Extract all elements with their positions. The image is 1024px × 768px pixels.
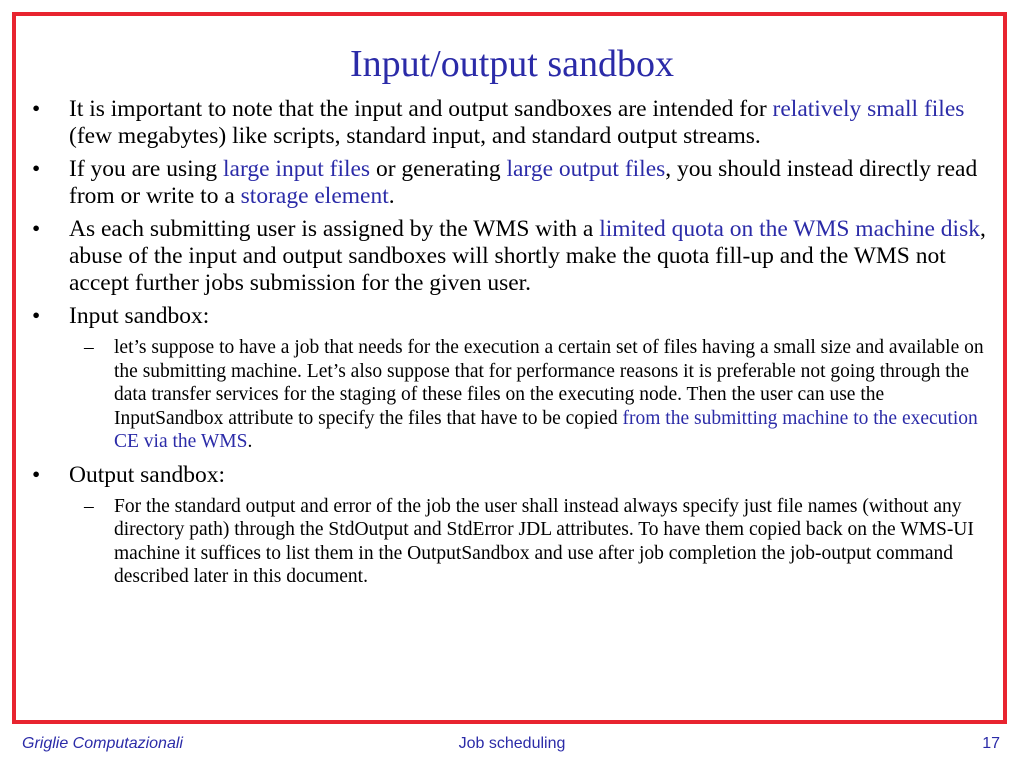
bullet-item <box>32 96 992 150</box>
bullet-text: Output sandbox: <box>69 461 226 488</box>
bullet-item <box>32 156 992 210</box>
bullet-text: As each submitting user is assigned by the WMS with a <box>69 216 600 242</box>
bullet-marker: • <box>32 96 41 122</box>
highlight-text: large input files <box>223 156 371 182</box>
slide-title: Input/output sandbox <box>349 43 675 85</box>
footer-page-number: 17 <box>982 735 1000 752</box>
bullet-text: , abuse of the input and output sandboxes will shortly make the quota fill-up and the WMS not accept further jobs submission for the given user. <box>69 216 986 296</box>
highlight-text: large output files <box>506 156 666 182</box>
highlight-text: from the submitting machine to the execution CE via the WMS <box>114 407 978 452</box>
sub-bullet-marker: – <box>84 337 94 358</box>
bullet-item <box>32 462 992 489</box>
highlight-text: storage element <box>240 183 389 209</box>
slide-footer <box>0 735 1024 755</box>
sub-bullet-text: . <box>247 431 253 452</box>
sub-bullet-item <box>32 336 992 454</box>
bullet-marker: • <box>32 216 41 242</box>
bullet-text: If you are using <box>69 156 224 182</box>
footer-course-name: Griglie Computazionali <box>22 735 183 752</box>
bullet-item <box>32 216 992 297</box>
bullet-marker: • <box>32 303 41 329</box>
bullet-item <box>32 303 992 330</box>
bullet-text: Input sandbox: <box>69 303 210 329</box>
bullet-text: It is important to note that the input and output sandboxes are intended for <box>69 96 773 122</box>
footer-topic: Job scheduling <box>458 735 566 752</box>
sub-bullet-text: let’s suppose to have a job that needs for the execution a certain set of files having a small size and available on the submitting machine. Let’s also suppose that for performance reasons it is preferable not going through the data transfer services for the staging of these files on the executing node. Then the user can use the InputSandbox attribute to specify the files that have to be copied <box>114 337 984 429</box>
sub-bullet-text: For the standard output and error of the job the user shall instead always specify just file names (without any directory path) through the StdOutput and StdError JDL attributes. To have them copied back on the WMS-UI machine it suffices to list them in the OutputSandbox and use after job completion the job-output command described later in this document. <box>114 495 974 587</box>
bullet-text: or generating <box>370 156 507 182</box>
highlight-text: relatively small files <box>772 96 965 122</box>
sub-bullet-item <box>32 495 992 589</box>
bullet-marker: • <box>32 461 41 488</box>
slide-content <box>32 96 992 597</box>
bullet-marker: • <box>32 156 41 182</box>
bullet-text: . <box>388 183 395 209</box>
bullet-text: , you should instead directly read from or write to a <box>69 156 978 209</box>
highlight-text: limited quota on the WMS machine disk <box>599 216 980 242</box>
bullet-text: (few megabytes) like scripts, standard input, and standard output streams. <box>69 123 761 149</box>
sub-bullet-marker: – <box>84 495 94 517</box>
